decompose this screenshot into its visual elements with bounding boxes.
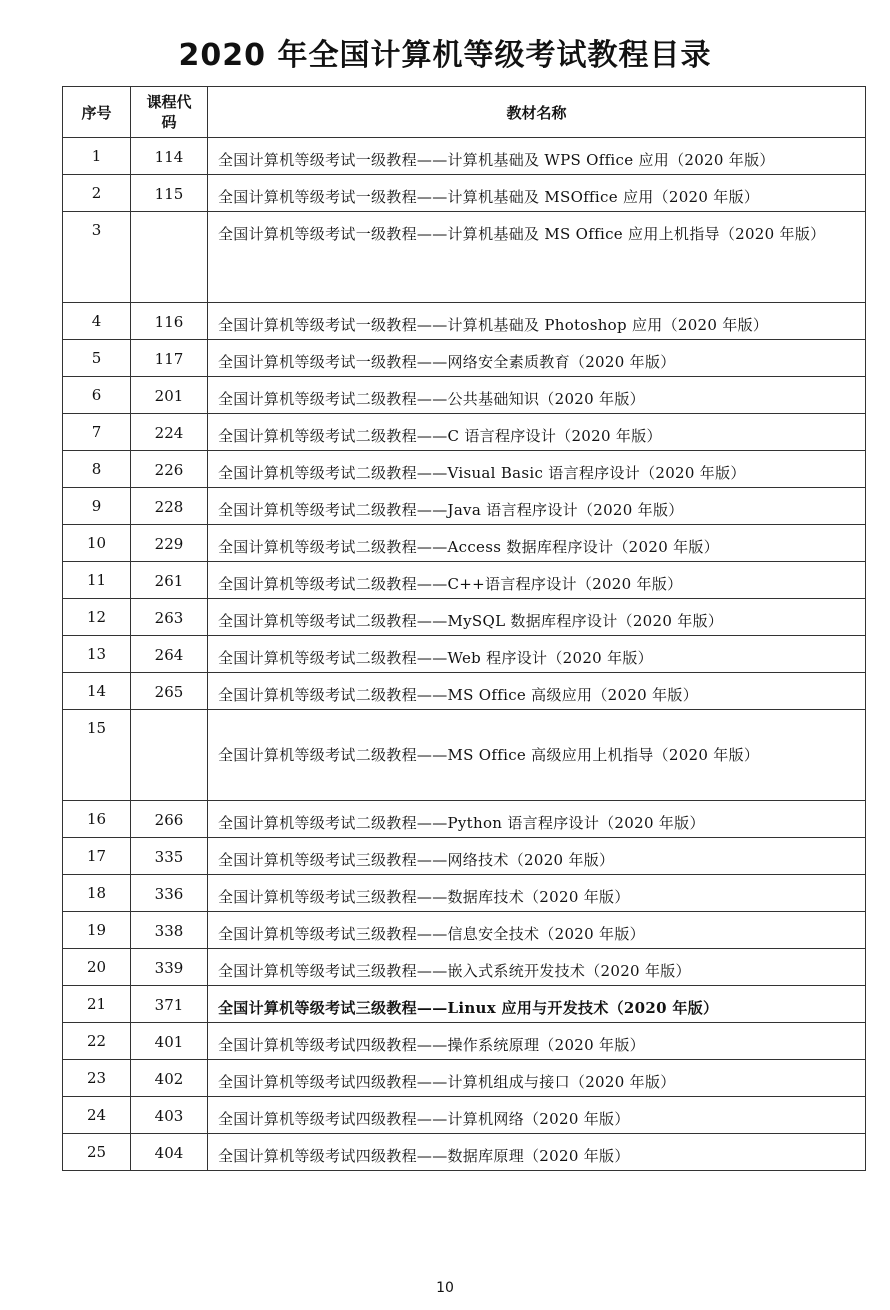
row-code: 228 [131,488,208,525]
table-row [63,175,866,212]
row-index: 22 [63,1023,131,1060]
catalog-table [62,86,866,1171]
row-code: 403 [131,1097,208,1134]
page-number: 10 [436,1280,454,1296]
table-row [63,488,866,525]
table-row [63,801,866,838]
row-code: 224 [131,414,208,451]
row-index: 25 [63,1134,131,1171]
row-name: 全国计算机等级考试二级教程——MySQL 数据库程序设计（2020 年版） [208,599,866,636]
header-textbook-name: 教材名称 [208,87,866,138]
row-name: 全国计算机等级考试四级教程——计算机网络（2020 年版） [208,1097,866,1134]
table-header-row [63,87,866,138]
row-index: 5 [63,340,131,377]
row-name: 全国计算机等级考试二级教程——C 语言程序设计（2020 年版） [208,414,866,451]
row-name: 全国计算机等级考试二级教程——C++语言程序设计（2020 年版） [208,562,866,599]
row-index: 24 [63,1097,131,1134]
table-row [63,377,866,414]
row-name: 全国计算机等级考试二级教程——Python 语言程序设计（2020 年版） [208,801,866,838]
row-name: 全国计算机等级考试二级教程——Java 语言程序设计（2020 年版） [208,488,866,525]
row-code: 338 [131,912,208,949]
row-name: 全国计算机等级考试三级教程——Linux 应用与开发技术（2020 年版） [208,986,866,1023]
table-row [63,562,866,599]
row-index: 16 [63,801,131,838]
row-name: 全国计算机等级考试三级教程——信息安全技术（2020 年版） [208,912,866,949]
header-index: 序号 [63,87,131,138]
table-row [63,303,866,340]
row-index: 19 [63,912,131,949]
row-name: 全国计算机等级考试二级教程——MS Office 高级应用（2020 年版） [208,673,866,710]
row-name: 全国计算机等级考试二级教程——Visual Basic 语言程序设计（2020 年版） [208,451,866,488]
table-row [63,599,866,636]
table-row [63,138,866,175]
row-code: 117 [131,340,208,377]
row-index: 12 [63,599,131,636]
row-name: 全国计算机等级考试三级教程——嵌入式系统开发技术（2020 年版） [208,949,866,986]
table-row [63,875,866,912]
table-row [63,912,866,949]
row-code: 265 [131,673,208,710]
row-name: 全国计算机等级考试二级教程——公共基础知识（2020 年版） [208,377,866,414]
row-code: 404 [131,1134,208,1171]
row-index: 6 [63,377,131,414]
table-row [63,451,866,488]
row-index: 11 [63,562,131,599]
row-code: 336 [131,875,208,912]
table-row [63,838,866,875]
row-name: 全国计算机等级考试四级教程——数据库原理（2020 年版） [208,1134,866,1171]
row-code: 401 [131,1023,208,1060]
table-row [63,986,866,1023]
table-row [63,949,866,986]
row-code: 339 [131,949,208,986]
row-name: 全国计算机等级考试一级教程——计算机基础及 MSOffice 应用（2020 年版） [208,175,866,212]
row-index: 2 [63,175,131,212]
table-row [63,673,866,710]
row-code: 402 [131,1060,208,1097]
row-code: 201 [131,377,208,414]
row-code: 115 [131,175,208,212]
row-index: 1 [63,138,131,175]
row-index: 17 [63,838,131,875]
row-code: 264 [131,636,208,673]
table-row [63,636,866,673]
table-row [63,1023,866,1060]
table-row [63,525,866,562]
table-row [63,212,866,303]
row-code [131,212,208,303]
row-name: 全国计算机等级考试四级教程——计算机组成与接口（2020 年版） [208,1060,866,1097]
row-index: 18 [63,875,131,912]
page-title: 2020 年全国计算机等级考试教程目录 [178,38,712,73]
row-code: 116 [131,303,208,340]
table-row [63,340,866,377]
header-code-line2: 码 [161,113,177,131]
header-course-code [131,87,208,138]
row-index: 14 [63,673,131,710]
table-row [63,1060,866,1097]
row-index: 20 [63,949,131,986]
row-name: 全国计算机等级考试一级教程——网络安全素质教育（2020 年版） [208,340,866,377]
row-name: 全国计算机等级考试三级教程——数据库技术（2020 年版） [208,875,866,912]
table-row [63,1134,866,1171]
row-code: 261 [131,562,208,599]
row-code: 371 [131,986,208,1023]
row-index: 7 [63,414,131,451]
row-index: 21 [63,986,131,1023]
row-code: 114 [131,138,208,175]
row-name: 全国计算机等级考试三级教程——网络技术（2020 年版） [208,838,866,875]
row-index: 10 [63,525,131,562]
row-code: 229 [131,525,208,562]
row-name: 全国计算机等级考试一级教程——计算机基础及 Photoshop 应用（2020 年版） [208,303,866,340]
row-code: 335 [131,838,208,875]
row-name: 全国计算机等级考试二级教程——MS Office 高级应用上机指导（2020 年版） [208,710,866,801]
row-name: 全国计算机等级考试一级教程——计算机基础及 WPS Office 应用（2020 年版） [208,138,866,175]
row-code: 226 [131,451,208,488]
row-name: 全国计算机等级考试一级教程——计算机基础及 MS Office 应用上机指导（2020 年版） [208,212,866,303]
table-row [63,710,866,801]
row-name: 全国计算机等级考试四级教程——操作系统原理（2020 年版） [208,1023,866,1060]
row-code: 263 [131,599,208,636]
table-row [63,414,866,451]
row-code: 266 [131,801,208,838]
row-index: 3 [63,212,131,303]
row-index: 9 [63,488,131,525]
table-row [63,1097,866,1134]
header-code-line1: 课程代 [146,93,192,111]
row-index: 23 [63,1060,131,1097]
row-name: 全国计算机等级考试二级教程——Web 程序设计（2020 年版） [208,636,866,673]
row-index: 4 [63,303,131,340]
row-code [131,710,208,801]
row-index: 8 [63,451,131,488]
row-name: 全国计算机等级考试二级教程——Access 数据库程序设计（2020 年版） [208,525,866,562]
row-index: 15 [63,710,131,801]
row-index: 13 [63,636,131,673]
